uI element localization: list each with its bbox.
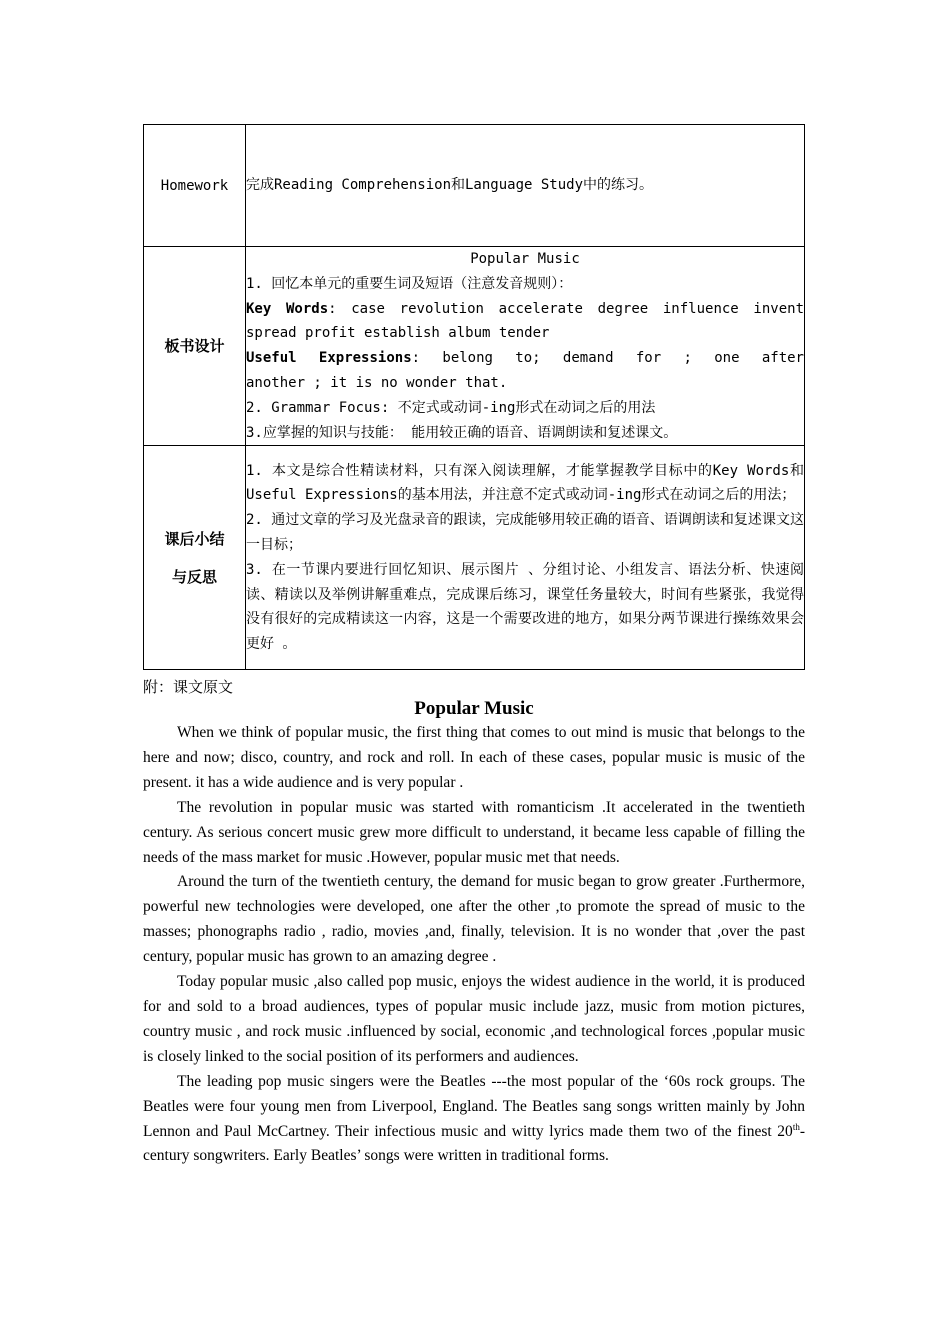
- homework-label: Homework: [144, 125, 246, 247]
- board-item-1: 1. 回忆本单元的重要生词及短语（注意发音规则）：: [246, 275, 573, 292]
- article-body: [143, 721, 805, 1169]
- key-words-label: Key Words: [246, 300, 329, 317]
- article-paragraph-3: Around the turn of the twentieth century, the demand for music began to grow greater .Furthermore, powerful new technologies were developed, one after the other ,to promote the spread of music to the masses; phonographs radio , radio, movies ,and, finally, television. It is no wonder that ,over the past century, popular music has grown to an amazing degree .: [143, 873, 805, 966]
- board-item-3: 3.应掌握的知识与技能： 能用较正确的语音、语调朗读和复述课文。: [246, 424, 678, 441]
- paragraph-5-text-a: The leading pop music singers were the Beatles ---the most popular of the ‘60s rock groups. The Beatles were four young men from Liverpool, England. The Beatles sang songs written mainly by John Lennon and Paul McCartney. Their infectious music and witty lyrics made them two of the finest 20: [143, 1072, 805, 1140]
- ordinal-superscript: th: [792, 1121, 800, 1132]
- homework-text: 完成Reading Comprehension和Language Study中的练习。: [246, 125, 805, 247]
- reflection-label-line-1: 课后小结: [164, 529, 225, 548]
- lesson-plan-table: [143, 124, 805, 670]
- reflection-paragraph-3: 3. 在一节课内要进行回忆知识、展示图片 、分组讨论、小组发言、语法分析、快速阅读、精读以及举例讲解重难点，完成课后练习，课堂任务量较大，时间有些紧张，我觉得没有很好的完成精读这一内容，这是一个需要改进的地方，如果分两节课进行操练效果会更好 。: [246, 561, 804, 653]
- key-words-line-2: spread profit establish album tender: [246, 325, 550, 342]
- useful-expressions-label: Useful Expressions: [246, 350, 412, 367]
- board-design-row: [144, 247, 805, 446]
- reflection-label: [144, 446, 246, 670]
- appendix-label: 附：课文原文: [143, 678, 234, 696]
- useful-expressions-text-1: : belong to; demand for ; one after: [411, 350, 804, 367]
- board-design-content: [246, 247, 805, 446]
- article-title: Popular Music: [414, 698, 534, 719]
- article-paragraph-1: When we think of popular music, the first thing that comes to out mind is music that belongs to the here and now; disco, country, and rock and roll. In each of these cases, popular music is music of the present. it has a wide audience and is very popular .: [143, 724, 805, 791]
- reflection-content: [246, 446, 805, 670]
- reflection-label-line-2: 与反思: [171, 567, 217, 586]
- board-item-2: 2. Grammar Focus: 不定式或动词-ing形式在动词之后的用法: [246, 399, 656, 416]
- key-words-text-1: : case revolution accelerate degree influence invent: [328, 300, 804, 317]
- article-paragraph-5: [143, 1070, 805, 1170]
- paragraph-5-text-b: -century songwriters. Early Beatles’ songs were written in traditional forms.: [143, 1122, 805, 1165]
- useful-expressions-line-1: [246, 346, 804, 371]
- article-paragraph-4: Today popular music ,also called pop music, enjoys the widest audience in the world, it is produced for and sold to a broad audiences, types of popular music include jazz, music from motion pictures, country music , and rock music .influenced by social, economic ,and technological forces ,popular music is closely linked to the social position of its performers and audiences.: [143, 973, 805, 1065]
- reflection-row: [144, 446, 805, 670]
- reflection-paragraph-2: 2. 通过文章的学习及光盘录音的跟读，完成能够用较正确的语音、语调朗读和复述课文这一目标；: [246, 512, 804, 554]
- article-paragraph-2: The revolution in popular music was started with romanticism .It accelerated in the twentieth century. As serious concert music grew more difficult to understand, it became less capable of filling the needs of the mass market for music .However, popular music met that needs.: [143, 798, 805, 866]
- homework-row: [144, 125, 805, 247]
- board-design-label: 板书设计: [144, 247, 246, 446]
- reflection-paragraph-1: 1. 本文是综合性精读材料，只有深入阅读理解，才能掌握教学目标中的Key Words和Useful Expressions的基本用法，并注意不定式或动词-ing形式在动词之后的用法；: [246, 462, 804, 504]
- board-title: Popular Music: [470, 251, 580, 267]
- key-words-line-1: [246, 297, 804, 322]
- useful-expressions-line-2: another ; it is no wonder that.: [246, 374, 508, 391]
